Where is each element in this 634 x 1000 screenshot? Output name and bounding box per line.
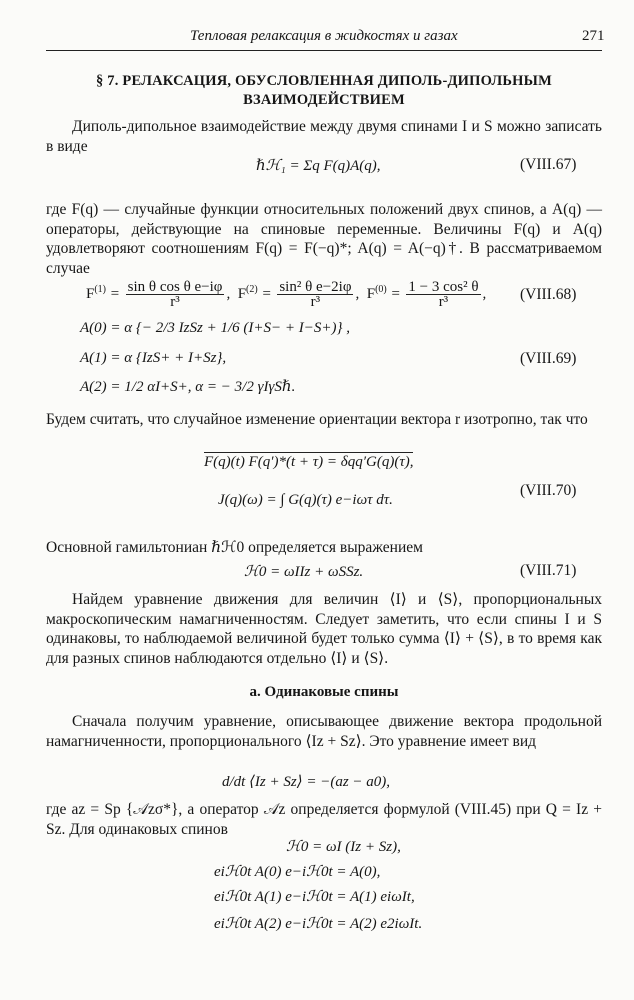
page-number: 271	[582, 28, 605, 44]
equation-71: ℋ0 = ωIIz + ωSSz.	[244, 564, 364, 580]
F0-numerator: 1 − 3 cos² θ	[408, 279, 479, 295]
equation-number-70: (VIII.70)	[520, 482, 577, 499]
equation-rotation-2: eiℋ0t A(2) e−iℋ0t = A(2) e2iωIt.	[214, 916, 423, 932]
equation-rotation-0: eiℋ0t A(0) e−iℋ0t = A(0),	[214, 864, 381, 880]
paragraph-4: Основной гамильтониан ℏℋ0 определяется выражением	[46, 539, 423, 556]
subsection-title: а. Одинаковые спины	[249, 684, 399, 700]
paragraph-3: Будем считать, что случайное изменение ориентации вектора r изотропно, так что	[46, 411, 588, 428]
equation-rotation-1: eiℋ0t A(1) e−iℋ0t = A(1) eiωIt,	[214, 889, 415, 905]
equation-number-69: (VIII.69)	[520, 350, 577, 367]
F2-denominator: r³	[310, 294, 321, 310]
equation-70b: J(q)(ω) = ∫ G(q)(τ) e−iωτ dτ.	[218, 492, 393, 508]
equation-70a: F(q)(t) F(q′)*(t + τ) = δqq′G(q)(τ),	[204, 454, 414, 470]
equation-number-71: (VIII.71)	[520, 562, 577, 579]
section-title-line1: § 7. РЕЛАКСАЦИЯ, ОБУСЛОВЛЕННАЯ ДИПОЛЬ-ДИПОЛЬНЫМ	[96, 73, 552, 89]
F1-denominator: r³	[170, 294, 180, 310]
equation-number-68: (VIII.68)	[520, 286, 577, 303]
F1-numerator: sin θ cos θ e−iφ	[127, 279, 223, 295]
paragraph-7: где az = Sp {𝒜zσ*}, а оператор 𝒜z определяется формулой (VIII.45) при Q = Iz + Sz. Для одинаковых спинов	[46, 801, 602, 838]
equation-motion: d/dt ⟨Iz + Sz⟩ = −(az − a0),	[222, 774, 391, 790]
running-title: Тепловая релаксация в жидкостях и газах	[190, 28, 458, 44]
equation-H0: ℋ0 = ωI (Iz + Sz),	[286, 839, 401, 855]
equation-A0: A(0) = α {− 2/3 IzSz + 1/6 (I+S− + I−S+)} ,	[80, 320, 350, 336]
equation-68: $F^{(1)}$ = $\frac{\text{sin θ cos θ e−iφ}}{\text{r³}}$ , $F^{(2)}$ = $\frac{\text{sin² θ e−2iφ}}{\text{r³}}$ , $F^{(0)}$ = $\frac{\text{1 − 3 cos² θ}}{\text{r³}}$ ,	[86, 279, 487, 310]
paragraph-1: Диполь-дипольное взаимодействие между двумя спинами I и S можно записать в виде	[46, 118, 602, 155]
F2-numerator: sin² θ e−2iφ	[279, 279, 352, 295]
equation-A1: A(1) = α {IzS+ + I+Sz},	[80, 350, 227, 366]
paragraph-6: Сначала получим уравнение, описывающее движение вектора продольной намагниченности, пропорционального ⟨Iz + Sz⟩. Это уравнение имеет вид	[46, 713, 602, 750]
F0-denominator: r³	[438, 294, 449, 310]
section-title-line2: ВЗАИМОДЕЙСТВИЕМ	[243, 92, 405, 108]
paragraph-5: Найдем уравнение движения для величин ⟨I⟩ и ⟨S⟩, пропорциональных макроскопическим намагниченностям. Следует заметить, что если спины I и S одинаковы, то наблюдаемой величиной будет только сумма ⟨I⟩ + ⟨S⟩, в то время как для разных спинов наблюдаются отдельно ⟨I⟩ и ⟨S⟩.	[46, 591, 602, 667]
header-rule	[46, 50, 602, 51]
equation-number-67: (VIII.67)	[520, 156, 577, 173]
paragraph-2: где F(q) — случайные функции относительных положений двух спинов, а A(q) — операторы, действующие на спиновые переменные. Величины F(q) и A(q) удовлетворяют соотношениям F(q) = F(−q)*; A(q) = A(−q)†. В рассматриваемом случае	[46, 201, 602, 277]
equation-67: ℏℋ₁ = Σq F(q)A(q),	[256, 158, 381, 174]
equation-A2: A(2) = 1/2 αI+S+, α = − 3/2 γIγSℏ.	[80, 379, 296, 395]
